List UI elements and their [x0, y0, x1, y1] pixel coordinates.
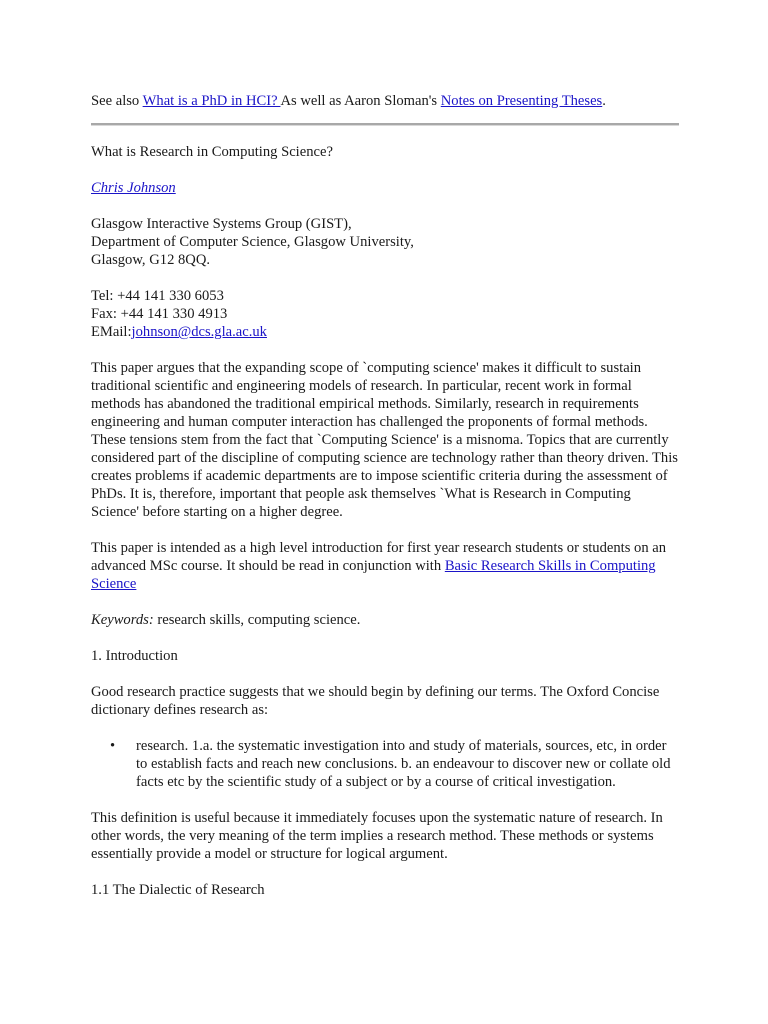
keywords-label: Keywords:	[91, 612, 154, 628]
see-also-prefix: See also	[91, 93, 143, 109]
intro-note-text: This paper is intended as a high level introduction for first year research students or students on an advanced MSc course. It should be read in conjunction with	[91, 540, 667, 574]
list-item	[110, 737, 681, 791]
intro-note-paragraph	[91, 539, 681, 593]
affiliation-line-2: Department of Computer Science, Glasgow University,	[91, 234, 414, 250]
see-also-middle: As well as Aaron Sloman's	[280, 93, 441, 109]
see-also-line	[91, 92, 681, 110]
section-1-paragraph-2: This definition is useful because it immediately focuses upon the systematic nature of research. In other words, the very meaning of the term implies a research method. These methods or systems essentially provide a model or structure for logical argument.	[91, 810, 663, 862]
affiliation-line-1: Glasgow Interactive Systems Group (GIST),	[91, 216, 352, 232]
presenting-theses-link[interactable]: Notes on Presenting Theses	[440, 93, 603, 109]
document-content	[91, 92, 681, 899]
author-link[interactable]: Chris Johnson	[91, 180, 176, 196]
keywords-text: research skills, computing science.	[153, 612, 361, 628]
definition-list	[91, 737, 681, 791]
see-also-suffix: .	[602, 93, 606, 109]
section-1-paragraph-1: Good research practice suggests that we should begin by defining our terms. The Oxford Concise dictionary defines research as:	[91, 684, 660, 718]
bullet-icon: •	[110, 738, 116, 754]
document-title: What is Research in Computing Science?	[91, 144, 333, 160]
affiliation-line-3: Glasgow, G12 8QQ.	[91, 252, 211, 268]
email-link[interactable]: johnson@dcs.gla.ac.uk	[131, 324, 267, 340]
keywords-line	[91, 611, 681, 629]
abstract-paragraph: This paper argues that the expanding scope of `computing science' makes it difficult to sustain traditional scientific and engineering models of research. In particular, recent work in formal methods has abandoned the traditional empirical methods. Similarly, research in requirements engineering and human computer interaction has challenged the proponents of formal methods. These tensions stem from the fact that `Computing Science' is a misnoma. Topics that are currently considered part of the discipline of computing science are technology rather than theory driven. This creates problems if academic departments are to impose scientific criteria during the assessment of PhDs. It is, therefore, important that people ask themselves `What is Research in Computing Science' before starting on a higher degree.	[91, 360, 678, 520]
affiliation-block	[91, 215, 681, 269]
section-1-heading: 1. Introduction	[91, 648, 178, 664]
horizontal-rule	[91, 123, 679, 126]
author-line	[91, 179, 681, 197]
research-skills-link[interactable]: Basic Research Skills in Computing Science	[91, 558, 656, 592]
tel-line: Tel: +44 141 330 6053	[91, 288, 224, 304]
contact-block	[91, 287, 681, 341]
email-label: EMail:	[91, 324, 132, 340]
definition-text: research. 1.a. the systematic investigation into and study of materials, sources, etc, in order to establish facts and reach new conclusions. b. an endeavour to discover new or collate old facts etc by the scientific study of a subject or by a course of critical investigation.	[136, 738, 671, 790]
phd-in-hci-link[interactable]: What is a PhD in HCI?	[142, 93, 281, 109]
fax-line: Fax: +44 141 330 4913	[91, 306, 228, 322]
section-1-1-heading: 1.1 The Dialectic of Research	[91, 882, 265, 898]
